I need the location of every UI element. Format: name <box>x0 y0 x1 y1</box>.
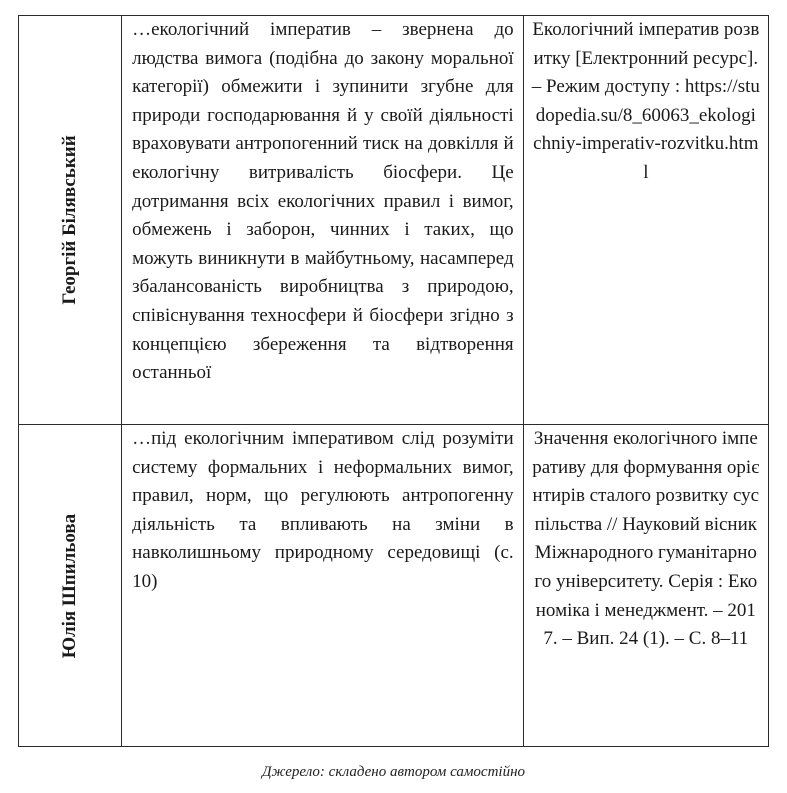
definition-cell <box>122 425 524 747</box>
source-cell <box>523 16 768 425</box>
author-cell <box>19 16 122 425</box>
author-cell <box>19 425 122 747</box>
definition-text: …екологічний імператив – звернена до людства вимога (подібна до закону моральної категорії) обмежити і зупинити згубне для природи господарювання й у своїй діяльності враховувати антропогенний тиск на довкілля й екологічну витривалість біосфери. Це дотримання всіх екологічних правил і вимог, обмежень і заборон, чинних і таких, що можуть виникнути в майбутньому, насамперед збалансованість виробництва з природою, співіснування техносфери й біосфери згідно з концепцією збереження та відтворення останньої <box>132 19 514 384</box>
definitions-table <box>18 15 769 747</box>
table-row <box>19 16 769 425</box>
source-text: Значення екологічного імперативу для формування орієнтирів сталого розвитку суспільства // Науковий вісник Міжнародного гуманітарного університету. Серія : Економіка і менеджмент. – 2017. – Вип. 24 (1). – С. 8–11 <box>532 428 760 650</box>
table-row <box>19 425 769 747</box>
source-cell <box>523 425 768 747</box>
definition-text: …під екологічним імперативом слід розуміти систему формальних і неформальних вимог, правил, норм, що регулюють антропогенну діяльність та впливають на зміни в навколишньому природному середовищі (с. 10) <box>132 428 514 592</box>
source-text: Екологічний імператив розвитку [Електронний ресурс]. – Режим доступу : https://studopedia.su/8_60063_ekologichniy-imperativ-rozvitku.html <box>531 19 760 183</box>
definition-cell <box>122 16 524 425</box>
author-name: Георгій Білявський <box>59 135 81 305</box>
author-name: Юлія Шпильова <box>59 513 81 658</box>
table-source-caption: Джерело: складено автором самостійно <box>261 764 526 780</box>
